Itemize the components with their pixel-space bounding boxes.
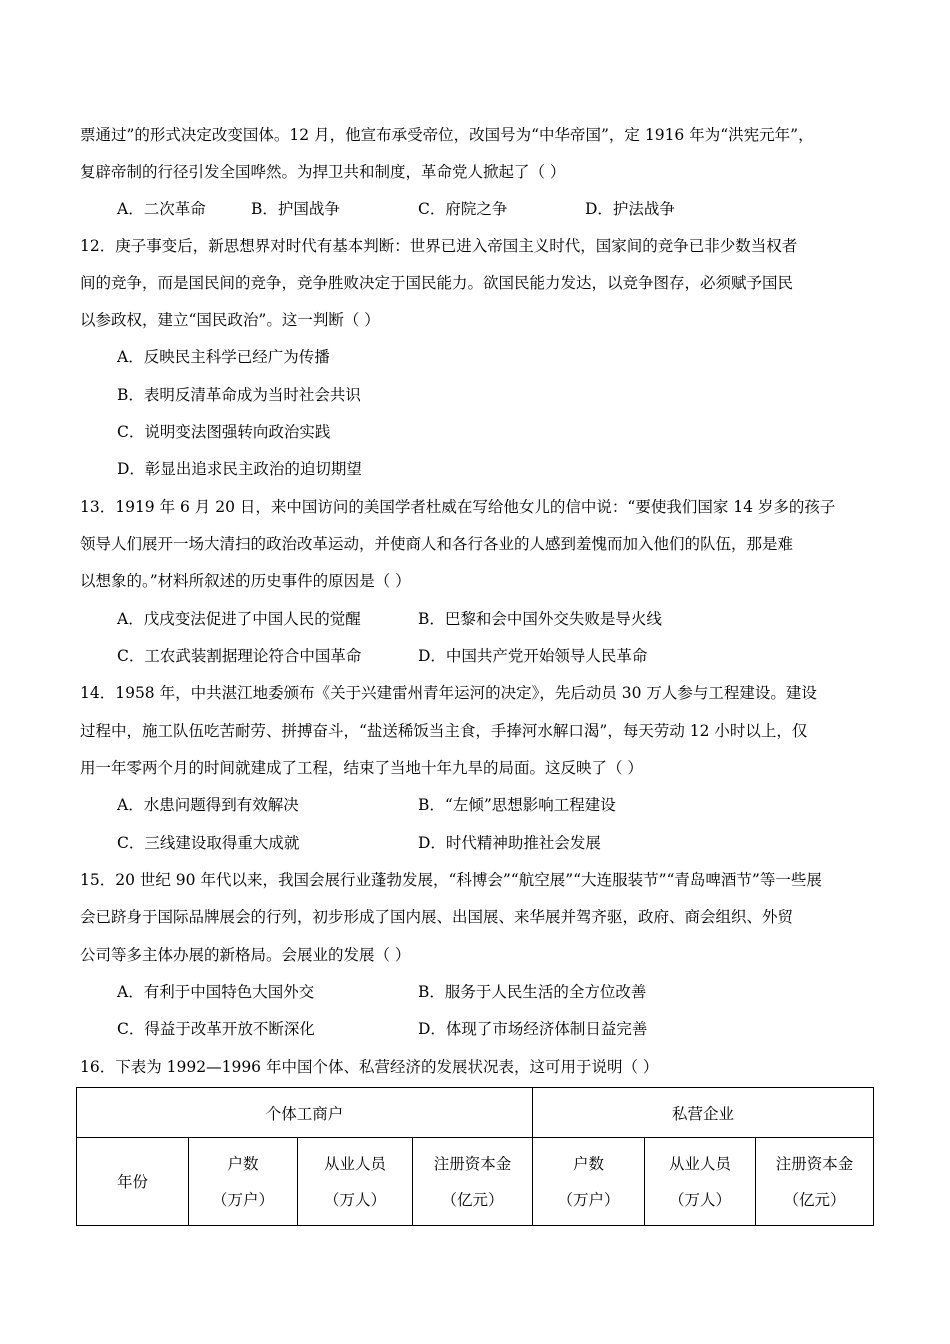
q14-option-c: C．三线建设取得重大成就 (117, 834, 300, 852)
q15-option-d: D．体现了市场经济体制日益完善 (418, 1020, 648, 1038)
col-unit: （万户） (557, 1190, 620, 1209)
q11-option-a: A．二次革命 (117, 200, 206, 218)
q14-line-2: 过程中，施工队伍吃苦耐劳、拼搏奋斗，“盐送稀饭当主食，手捧河水解口渴”，每天劳动 12 小时以上，仅 (80, 722, 808, 740)
q11-option-d: D．护法战争 (585, 200, 675, 218)
q14-option-b: B．“左倾”思想影响工程建设 (418, 796, 616, 814)
q11-option-c: C．府院之争 (418, 200, 508, 218)
q13-line-3: 以想象的。”材料所叙述的历史事件的原因是（ ） (80, 572, 411, 590)
q15-line-2: 会已跻身于国际品牌展会的行列，初步形成了国内展、出国展、来华展并驾齐驱，政府、商会组织、外贸 (80, 908, 794, 926)
q12-option-d: D．彰显出追求民主政治的迫切期望 (117, 460, 362, 478)
q15-option-b: B．服务于人民生活的全方位改善 (418, 983, 647, 1001)
q13-option-b: B．巴黎和会中国外交失败是导火线 (418, 610, 662, 628)
table-group-header-private: 私营企业 (533, 1088, 874, 1138)
col-name: 从业人员 (323, 1154, 386, 1173)
col-unit: （万人） (669, 1190, 732, 1209)
col-unit: （亿元） (783, 1190, 846, 1209)
q15-line-3: 公司等多主体办展的新格局。会展业的发展（ ） (80, 946, 411, 964)
q15-line-1: 15．20 世纪 90 年代以来，我国会展行业蓬勃发展，“科博会”“航空展”“大连服装节”“青岛啤酒节”等一些展 (80, 871, 822, 889)
q12-option-a: A．反映民主科学已经广为传播 (117, 348, 330, 366)
table-header-cell (645, 1138, 756, 1226)
q12-option-b: B．表明反清革命成为当时社会共识 (117, 386, 361, 404)
col-unit: （亿元） (441, 1190, 504, 1209)
table-header-cell (298, 1138, 413, 1226)
q13-option-a: A．戊戌变法促进了中国人民的觉醒 (117, 610, 361, 628)
q15-option-c: C．得益于改革开放不断深化 (117, 1020, 315, 1038)
table-header-cell (756, 1138, 874, 1226)
q11-line-2: 复辟帝制的行径引发全国哗然。为捍卫共和制度，革命党人掀起了（ ） (80, 163, 566, 181)
col-unit: （万人） (323, 1190, 386, 1209)
table-header-cell (413, 1138, 533, 1226)
col-name: 户数 (227, 1154, 259, 1173)
table-group-header-individual: 个体工商户 (77, 1088, 533, 1138)
col-name: 注册资本金 (433, 1154, 512, 1173)
q12-line-2: 间的竞争，而是国民间的竞争，竞争胜败决定于国民能力。欲国民能力发达，以竞争图存，必须赋予国民 (80, 274, 794, 292)
q14-line-1: 14．1958 年，中共湛江地委颁布《关于兴建雷州青年运河的决定》，先后动员 30 万人参与工程建设。建设 (80, 684, 817, 702)
q14-line-3: 用一年零两个月的时间就建成了工程，结束了当地十年九旱的局面。这反映了（ ） (80, 759, 643, 777)
col-name: 从业人员 (669, 1154, 732, 1173)
q14-option-d: D．时代精神助推社会发展 (418, 834, 601, 852)
table-header-cell (189, 1138, 298, 1226)
q12-option-c: C．说明变法图强转向政治实践 (117, 423, 331, 441)
table-header-year: 年份 (77, 1138, 189, 1226)
q13-line-1: 13．1919 年 6 月 20 日，来中国访问的美国学者杜威在写给他女儿的信中说：“要使我们国家 14 岁多的孩子 (80, 498, 836, 516)
q11-line-1: 票通过”的形式决定改变国体。12 月，他宣布承受帝位，改国号为“中华帝国”，定 1916 年为“洪宪元年”， (80, 126, 814, 144)
q15-option-a: A．有利于中国特色大国外交 (117, 983, 315, 1001)
q12-line-3: 以参政权，建立“国民政治”。这一判断（ ） (80, 311, 380, 329)
q13-option-c: C．工农武装割据理论符合中国革命 (117, 647, 362, 665)
q16-stem: 16．下表为 1992—1996 年中国个体、私营经济的发展状况表，这可用于说明（ ） (80, 1058, 659, 1076)
col-name: 注册资本金 (775, 1154, 854, 1173)
q16-data-table (76, 1087, 874, 1226)
q12-line-1: 12．庚子事变后，新思想界对时代有基本判断：世界已进入帝国主义时代，国家间的竞争已非少数当权者 (80, 237, 798, 255)
q11-option-b: B．护国战争 (251, 200, 340, 218)
col-name: 户数 (573, 1154, 605, 1173)
table-header-cell (533, 1138, 645, 1226)
col-unit: （万户） (211, 1190, 274, 1209)
q13-line-2: 领导人们展开一场大清扫的政治改革运动，并使商人和各行各业的人感到羞愧而加入他们的队伍，那是难 (80, 535, 794, 553)
q14-option-a: A．水患问题得到有效解决 (117, 796, 299, 814)
q13-option-d: D．中国共产党开始领导人民革命 (418, 647, 648, 665)
